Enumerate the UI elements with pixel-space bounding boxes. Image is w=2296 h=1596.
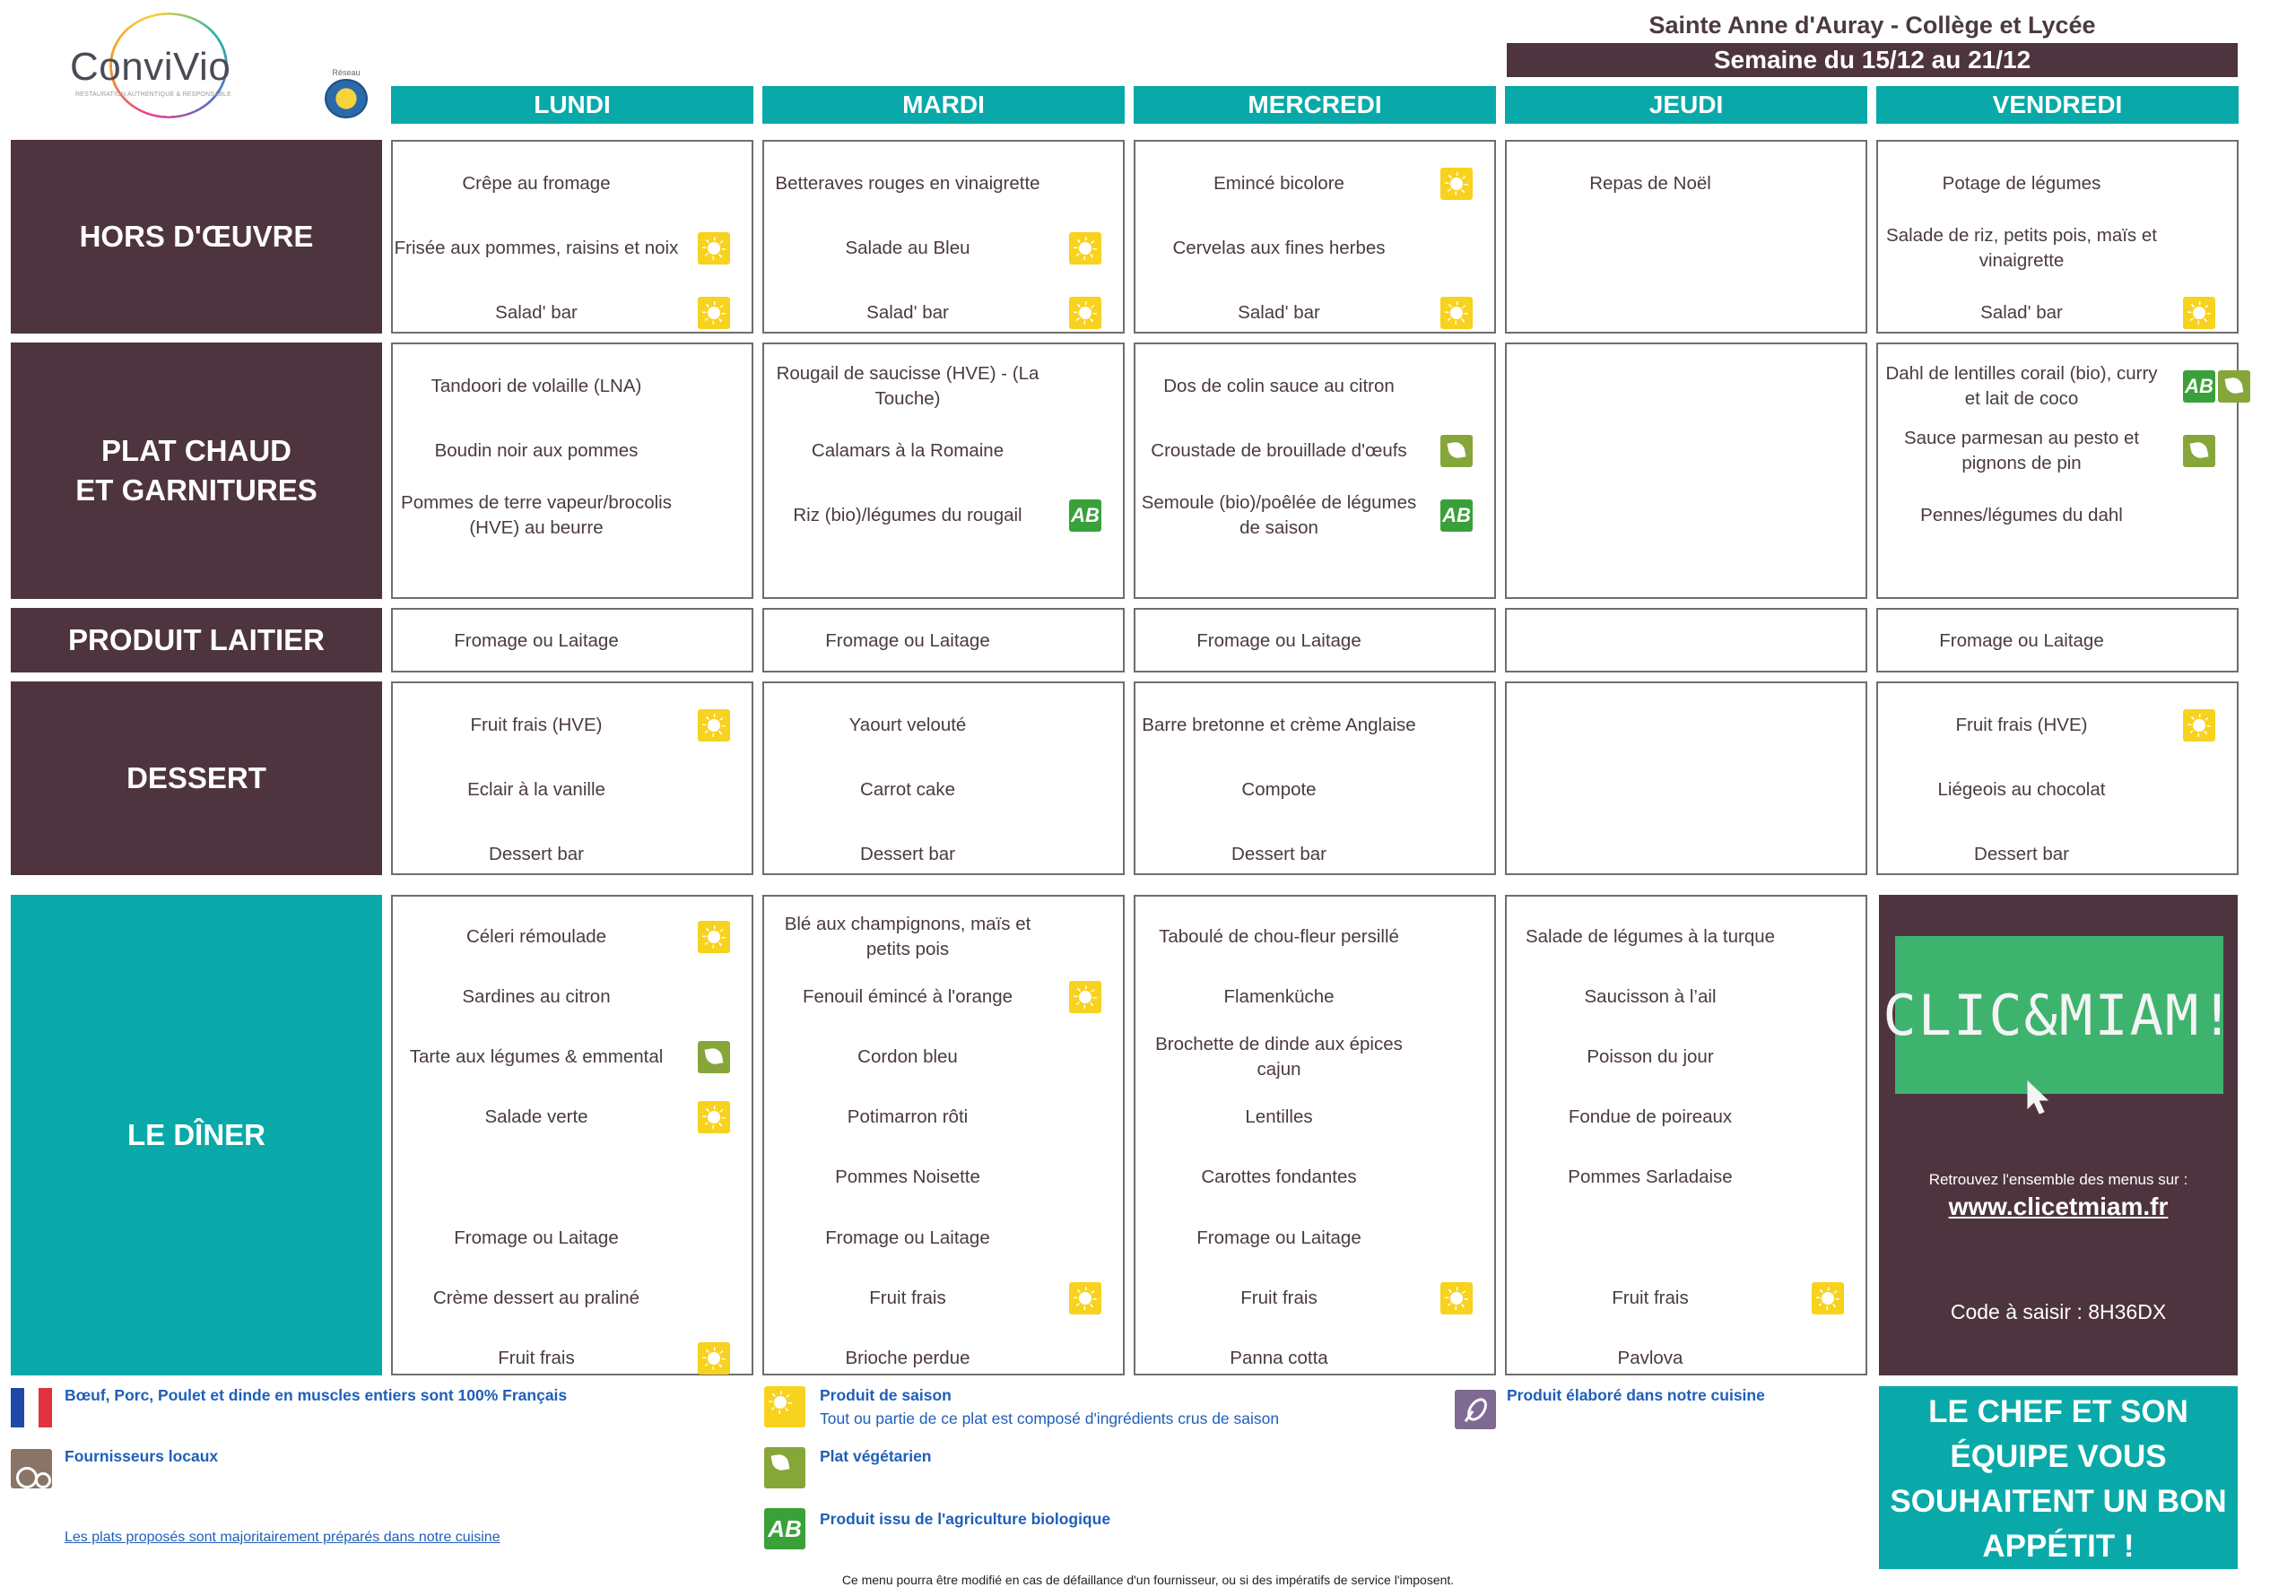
week-banner: Semaine du 15/12 au 21/12 bbox=[1507, 43, 2238, 77]
cursor-icon bbox=[2025, 1080, 2052, 1115]
menu-cell-dessert-lundi bbox=[391, 681, 753, 875]
menu-item: Fruit frais bbox=[498, 1347, 575, 1368]
menu-cell-plat-vendredi bbox=[1876, 343, 2239, 599]
whisk-icon bbox=[1455, 1390, 1496, 1429]
menu-item: Dessert bar bbox=[1231, 844, 1326, 864]
convivio-logo bbox=[54, 13, 242, 120]
menu-item: Fruit frais (HVE) bbox=[470, 715, 603, 735]
menu-item: Riz (bio)/légumes du rougail bbox=[793, 505, 1022, 525]
menu-item: Eclair à la vanille bbox=[467, 779, 605, 800]
leaf-icon bbox=[2183, 435, 2215, 467]
menu-item-badges bbox=[1440, 420, 1473, 482]
sun-icon bbox=[698, 921, 730, 953]
menu-item: Calamars à la Romaine bbox=[811, 440, 1004, 461]
category-diner: LE DÎNER bbox=[11, 895, 382, 1375]
legend-bio: Produit issu de l'agriculture biologique bbox=[820, 1510, 1111, 1528]
menu-item: Brioche perdue bbox=[845, 1347, 970, 1368]
menu-item: Fruit frais bbox=[869, 1287, 946, 1308]
menu-item: Sauce parmesan au pesto et pignons de pin bbox=[1903, 428, 2140, 473]
legend-locaux: Fournisseurs locaux bbox=[65, 1447, 219, 1465]
menu-cell-hors-doeuvre-lundi bbox=[391, 140, 753, 334]
sun-icon bbox=[698, 1342, 730, 1375]
menu-item: Fromage ou Laitage bbox=[825, 1227, 990, 1248]
menu-item bbox=[1507, 1209, 1794, 1267]
sun-icon bbox=[698, 232, 730, 265]
sun-icon bbox=[2183, 297, 2215, 329]
menu-item-badges bbox=[2183, 282, 2215, 344]
tractor-icon bbox=[11, 1449, 52, 1488]
day-header-mercredi: MERCREDI bbox=[1134, 86, 1496, 124]
menu-item: Yaourt velouté bbox=[848, 715, 967, 735]
legend-prepares-link[interactable]: Les plats proposés sont majoritairement préparés dans notre cuisine bbox=[65, 1530, 500, 1545]
logo-tagline: RESTAURATION AUTHENTIQUE & RESPONSABLE bbox=[75, 91, 231, 98]
menu-cell-diner-mardi bbox=[762, 895, 1125, 1375]
clic-et-miam-panel bbox=[1879, 895, 2238, 1375]
reseau-label: Réseau bbox=[332, 68, 361, 77]
menu-cell-dessert-jeudi bbox=[1505, 681, 1867, 875]
sun-icon bbox=[1069, 1282, 1101, 1314]
menu-item: Semoule (bio)/poêlée de légumes de saison bbox=[1141, 492, 1417, 538]
footer-disclaimer: Ce menu pourra être modifié en cas de défaillance d'un fournisseur, ou si des impératifs de service l'imposent. bbox=[841, 1573, 1455, 1587]
menu-item: Pommes de terre vapeur/brocolis (HVE) au beurre bbox=[401, 492, 672, 538]
menu-item: Fruit frais bbox=[1612, 1287, 1689, 1308]
menu-item-badges bbox=[2183, 355, 2250, 418]
menu-item: Compote bbox=[1241, 779, 1317, 800]
sun-icon bbox=[1440, 297, 1473, 329]
category-plat-chaud: PLAT CHAUD ET GARNITURES bbox=[11, 343, 382, 599]
logo-text: ConviVio bbox=[70, 45, 231, 89]
menu-item: Crème dessert au praliné bbox=[432, 1287, 640, 1308]
menu-item: Salad' bar bbox=[495, 302, 578, 323]
sun-icon bbox=[698, 709, 730, 742]
menu-item-badges bbox=[2183, 694, 2215, 757]
menu-item-badges bbox=[1069, 967, 1101, 1026]
school-title: Sainte Anne d'Auray - Collège et Lycée bbox=[1648, 12, 2096, 39]
menu-item: Céleri rémoulade bbox=[465, 925, 607, 947]
menu-item bbox=[393, 1149, 680, 1207]
menu-item: Fromage ou Laitage bbox=[1939, 630, 2104, 651]
menu-item: Dos de colin sauce au citron bbox=[1163, 376, 1395, 396]
menu-item: Potimarron rôti bbox=[847, 1106, 969, 1128]
menu-item: Salad' bar bbox=[1238, 302, 1320, 323]
clic-code: Code à saisir : 8H36DX bbox=[1950, 1300, 2167, 1323]
menu-item-badges bbox=[1812, 1269, 1844, 1327]
menu-item: Fromage ou Laitage bbox=[825, 630, 990, 651]
sun-icon bbox=[2183, 709, 2215, 742]
menu-item bbox=[1507, 823, 1794, 886]
menu-cell-plat-mardi bbox=[762, 343, 1125, 599]
menu-item: Salade de légumes à la turque bbox=[1525, 925, 1776, 947]
menu-cell-diner-jeudi bbox=[1505, 895, 1867, 1375]
legend-saison: Produit de saison bbox=[820, 1386, 952, 1404]
menu-item bbox=[1507, 282, 1794, 344]
clic-text: Retrouvez l'ensemble des menus sur : bbox=[1928, 1171, 2188, 1188]
menu-item: Salade au Bleu bbox=[845, 238, 970, 258]
menu-item: Salad' bar bbox=[1980, 302, 2063, 323]
menu-item: Pommes Sarladaise bbox=[1568, 1167, 1733, 1188]
menu-item: Rougail de saucisse (HVE) - (La Touche) bbox=[776, 363, 1039, 409]
menu-item: Emincé bicolore bbox=[1213, 173, 1344, 194]
sun-icon bbox=[764, 1386, 805, 1427]
chef-message: LE CHEF ET SON ÉQUIPE VOUS SOUHAITENT UN BON APPÉTIT ! bbox=[1879, 1386, 2238, 1569]
sun-icon bbox=[1069, 297, 1101, 329]
menu-item: Brochette de dinde aux épices cajun bbox=[1155, 1033, 1403, 1080]
menu-item: Croustade de brouillade d'œufs bbox=[1151, 440, 1407, 461]
menu-item-badges bbox=[698, 1028, 730, 1086]
menu-item: Dahl de lentilles corail (bio), curry et lait de coco bbox=[1885, 363, 2158, 409]
menu-item: Betteraves rouges en vinaigrette bbox=[775, 173, 1040, 194]
menu-item: Barre bretonne et crème Anglaise bbox=[1142, 715, 1416, 735]
menu-item: Panna cotta bbox=[1230, 1347, 1328, 1368]
menu-cell-diner-mercredi bbox=[1134, 895, 1496, 1375]
menu-item: Fromage ou Laitage bbox=[1196, 1227, 1361, 1248]
menu-cell-hors-doeuvre-mardi bbox=[762, 140, 1125, 334]
day-header-jeudi: JEUDI bbox=[1505, 86, 1867, 124]
menu-item: Liégeois au chocolat bbox=[1937, 779, 2106, 800]
menu-cell-laitier-lundi bbox=[391, 608, 753, 672]
menu-item: Pennes/légumes du dahl bbox=[1920, 505, 2123, 525]
menu-item: Fenouil émincé à l'orange bbox=[802, 985, 1013, 1007]
leaf-icon bbox=[764, 1447, 805, 1488]
menu-item: Blé aux champignons, maïs et petits pois bbox=[784, 913, 1031, 959]
menu-cell-hors-doeuvre-mercredi bbox=[1134, 140, 1496, 334]
clic-logo-text: CLIC&MIAM! bbox=[1883, 982, 2236, 1048]
menu-cell-hors-doeuvre-jeudi bbox=[1505, 140, 1867, 334]
reseau-badge-icon bbox=[325, 79, 368, 118]
menu-item: Taboulé de chou-fleur persillé bbox=[1159, 925, 1399, 947]
menu-item: Repas de Noël bbox=[1589, 173, 1711, 194]
menu-item-badges bbox=[1440, 1269, 1473, 1327]
menu-item bbox=[1507, 759, 1794, 821]
menu-item: Boudin noir aux pommes bbox=[434, 440, 639, 461]
bio-ab-icon: AB bbox=[1069, 499, 1101, 532]
menu-cell-hors-doeuvre-vendredi bbox=[1876, 140, 2239, 334]
sun-icon bbox=[1812, 1282, 1844, 1314]
menu-item: Pavlova bbox=[1617, 1347, 1683, 1368]
menu-item-badges bbox=[1440, 282, 1473, 344]
day-header-lundi: LUNDI bbox=[391, 86, 753, 124]
menu-cell-plat-jeudi bbox=[1505, 343, 1867, 599]
french-flag-icon bbox=[11, 1388, 52, 1427]
bio-ab-icon: AB bbox=[1440, 499, 1473, 532]
menu-item: Dessert bar bbox=[489, 844, 584, 864]
menu-item: Fromage ou Laitage bbox=[454, 630, 619, 651]
menu-cell-laitier-jeudi bbox=[1505, 608, 1867, 672]
menu-item-badges bbox=[1440, 484, 1473, 547]
clic-et-miam-logo bbox=[1883, 936, 2236, 1094]
menu-item-badges bbox=[1069, 484, 1101, 547]
menu-item: Fruit frais (HVE) bbox=[1955, 715, 2088, 735]
menu-item bbox=[1507, 420, 1794, 482]
menu-item: Saucisson à l’ail bbox=[1584, 985, 1717, 1007]
menu-item-badges bbox=[1069, 217, 1101, 280]
menu-item-badges bbox=[1069, 1269, 1101, 1327]
category-produit-laitier: PRODUIT LAITIER bbox=[11, 608, 382, 672]
menu-cell-dessert-mercredi bbox=[1134, 681, 1496, 875]
menu-item-badges bbox=[698, 694, 730, 757]
menu-item: Cordon bleu bbox=[857, 1045, 958, 1067]
menu-item: Salade de riz, petits pois, maïs et vinaigrette bbox=[1886, 225, 2157, 271]
menu-item: Tandoori de volaille (LNA) bbox=[430, 376, 642, 396]
menu-item: Poisson du jour bbox=[1587, 1045, 1714, 1067]
sun-icon bbox=[1069, 981, 1101, 1013]
legend-vegetarien: Plat végétarien bbox=[820, 1447, 932, 1465]
leaf-icon bbox=[1440, 435, 1473, 467]
menu-item: Dessert bar bbox=[1974, 844, 2069, 864]
menu-item: Salad' bar bbox=[866, 302, 949, 323]
menu-item: Potage de légumes bbox=[1942, 173, 2101, 194]
category-hors-doeuvre: HORS D'ŒUVRE bbox=[11, 140, 382, 334]
menu-cell-laitier-mercredi bbox=[1134, 608, 1496, 672]
menu-item bbox=[1507, 217, 1794, 280]
menu-item-badges bbox=[698, 282, 730, 344]
menu-item-badges bbox=[698, 907, 730, 966]
menu-item: Fondue de poireaux bbox=[1568, 1106, 1733, 1128]
leaf-icon bbox=[698, 1041, 730, 1073]
menu-item: Frisée aux pommes, raisins et noix bbox=[394, 238, 679, 258]
menu-item: Flamenküche bbox=[1223, 985, 1335, 1007]
sun-icon bbox=[698, 1101, 730, 1133]
menu-item: Fruit frais bbox=[1240, 1287, 1318, 1308]
clic-url-link[interactable]: www.clicetmiam.fr bbox=[1948, 1193, 2169, 1220]
menu-item: Cervelas aux fines herbes bbox=[1172, 238, 1386, 258]
sun-icon bbox=[1440, 168, 1473, 200]
menu-item-badges bbox=[698, 1089, 730, 1147]
leaf-icon bbox=[2218, 370, 2250, 403]
menu-cell-plat-mercredi bbox=[1134, 343, 1496, 599]
bio-ab-icon: AB bbox=[764, 1508, 805, 1549]
menu-item bbox=[1507, 617, 1794, 665]
menu-item: Carrot cake bbox=[860, 779, 955, 800]
menu-item: Salade verte bbox=[484, 1106, 588, 1128]
sun-icon bbox=[1440, 1282, 1473, 1314]
sun-icon bbox=[698, 297, 730, 329]
menu-item: Dessert bar bbox=[860, 844, 955, 864]
day-header-vendredi: VENDREDI bbox=[1876, 86, 2239, 124]
category-dessert: DESSERT bbox=[11, 681, 382, 875]
menu-item: Fromage ou Laitage bbox=[1196, 630, 1361, 651]
menu-item: Crêpe au fromage bbox=[462, 173, 611, 194]
menu-item: Pommes Noisette bbox=[835, 1167, 980, 1188]
menu-item-badges bbox=[1440, 152, 1473, 215]
legend-saison-sub: Tout ou partie de ce plat est composé d'ingrédients crus de saison bbox=[820, 1410, 1280, 1427]
menu-item: Lentilles bbox=[1245, 1106, 1313, 1128]
legend-elabore: Produit élaboré dans notre cuisine bbox=[1507, 1386, 1765, 1404]
menu-item-badges bbox=[698, 1329, 730, 1387]
menu-item: Sardines au citron bbox=[462, 985, 611, 1007]
day-header-mardi: MARDI bbox=[762, 86, 1125, 124]
sun-icon bbox=[1069, 232, 1101, 265]
menu-item: Carottes fondantes bbox=[1201, 1167, 1357, 1188]
menu-cell-laitier-vendredi bbox=[1876, 608, 2239, 672]
menu-cell-dessert-mardi bbox=[762, 681, 1125, 875]
menu-cell-dessert-vendredi bbox=[1876, 681, 2239, 875]
menu-item bbox=[1507, 484, 1794, 547]
menu-cell-plat-lundi bbox=[391, 343, 753, 599]
menu-cell-laitier-mardi bbox=[762, 608, 1125, 672]
legend-francais: Bœuf, Porc, Poulet et dinde en muscles entiers sont 100% Français bbox=[65, 1386, 568, 1404]
menu-cell-diner-lundi bbox=[391, 895, 753, 1375]
menu-item-badges bbox=[698, 217, 730, 280]
menu-item-badges bbox=[1069, 282, 1101, 344]
menu-item bbox=[1507, 694, 1794, 757]
menu-item: Fromage ou Laitage bbox=[454, 1227, 619, 1248]
bio-ab-icon: AB bbox=[2183, 370, 2215, 403]
menu-item: Tarte aux légumes & emmental bbox=[409, 1045, 664, 1067]
menu-item bbox=[1507, 355, 1794, 418]
menu-item-badges bbox=[2183, 420, 2215, 482]
